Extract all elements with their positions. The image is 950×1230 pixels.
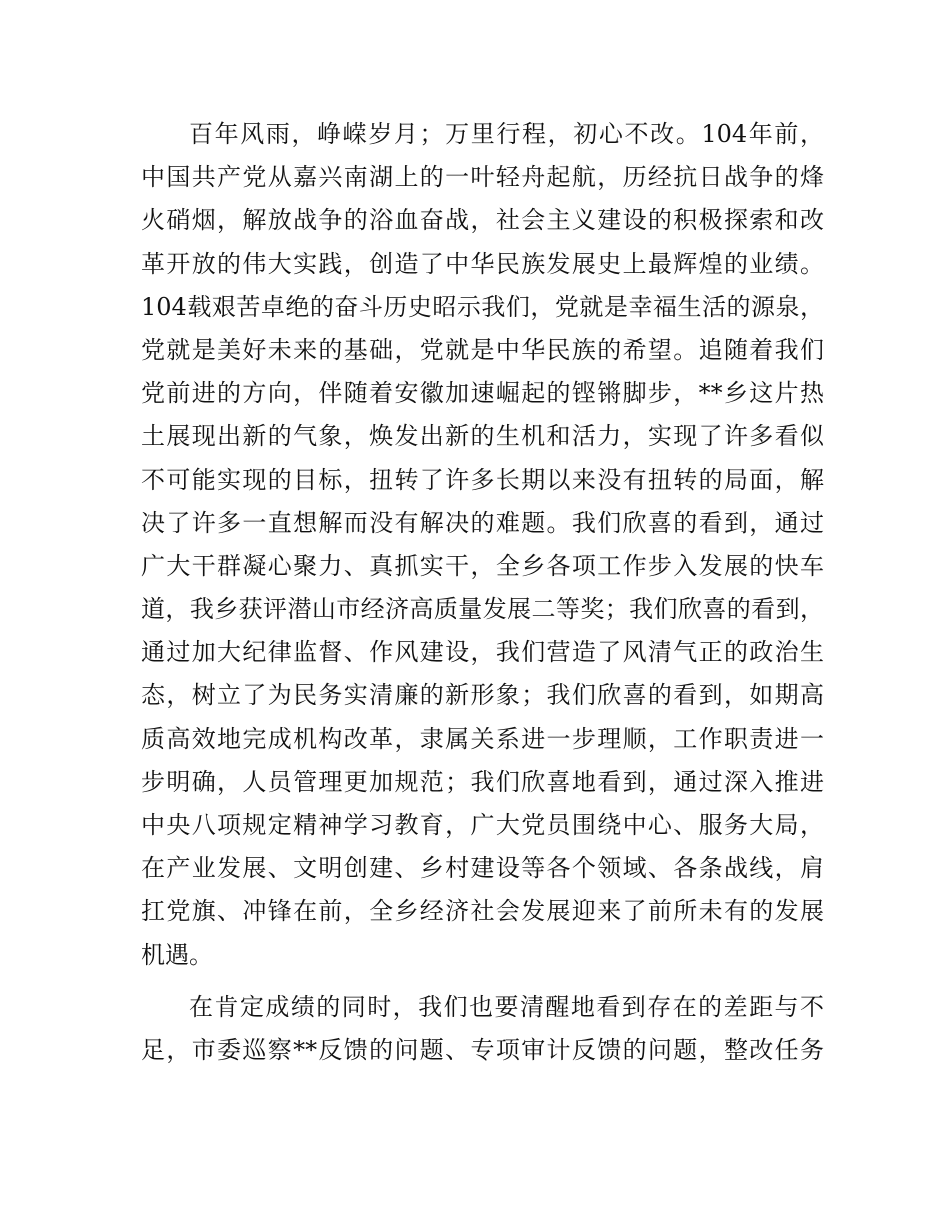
paragraph-line: 扛党旗、冲锋在前，全乡经济社会发展迎来了前所未有的发展 [141,897,824,926]
paragraph-line: 机遇。 [141,940,213,969]
paragraph-line: 土展现出新的气象，焕发出新的生机和活力，实现了许多看似 [141,422,824,451]
paragraph-line: 态，树立了为民务实清廉的新形象；我们欣喜的看到，如期高 [141,681,824,710]
paragraph-line: 广大干群凝心聚力、真抓实干，全乡各项工作步入发展的快车 [141,551,824,580]
paragraph-line: 中央八项规定精神学习教育，广大党员围绕中心、服务大局， [141,811,824,839]
paragraph-line: 足，市委巡察**反馈的问题、专项审计反馈的问题，整改任务 [141,1035,824,1064]
paragraph-line: 通过加大纪律监督、作风建设，我们营造了风清气正的政治生 [141,638,824,667]
paragraph-line: 在产业发展、文明创建、乡村建设等各个领域、各条战线，肩 [141,854,824,883]
paragraph-line: 中国共产党从嘉兴南湖上的一叶轻舟起航，历经抗日战争的烽 [141,163,824,192]
paragraph-line: 革开放的伟大实践，创造了中华民族发展史上最辉煌的业绩。 [141,249,824,278]
paragraph-line: 质高效地完成机构改革，隶属关系进一步理顺，工作职责进一 [141,724,824,753]
paragraph-line: 道，我乡获评潜山市经济高质量发展二等奖；我们欣喜的看到， [141,595,824,624]
paragraph-line: 党前进的方向，伴随着安徽加速崛起的铿锵脚步，**乡这片热 [141,379,824,408]
paragraph-line: 火硝烟，解放战争的浴血奋战，社会主义建设的积极探索和改 [141,206,824,235]
paragraph-line: 步明确，人员管理更加规范；我们欣喜地看到，通过深入推进 [141,767,824,796]
paragraph-gap [141,977,824,986]
paragraph-line: 决了许多一直想解而没有解决的难题。我们欣喜的看到，通过 [141,508,824,537]
paragraph-line: 在肯定成绩的同时，我们也要清醒地看到存在的差距与不 [189,992,824,1021]
paragraph-line: 百年风雨，峥嵘岁月；万里行程，初心不改。104年前， [189,120,824,148]
document-body [141,113,824,1072]
paragraph-line: 不可能实现的目标，扭转了许多长期以来没有扭转的局面，解 [141,465,824,494]
paragraph-line: 104载艰苦卓绝的奋斗历史昭示我们，党就是幸福生活的源泉， [141,292,824,321]
paragraph-2 [141,986,824,1072]
paragraph-1 [141,113,824,977]
paragraph-line: 党就是美好未来的基础，党就是中华民族的希望。追随着我们 [141,335,824,364]
